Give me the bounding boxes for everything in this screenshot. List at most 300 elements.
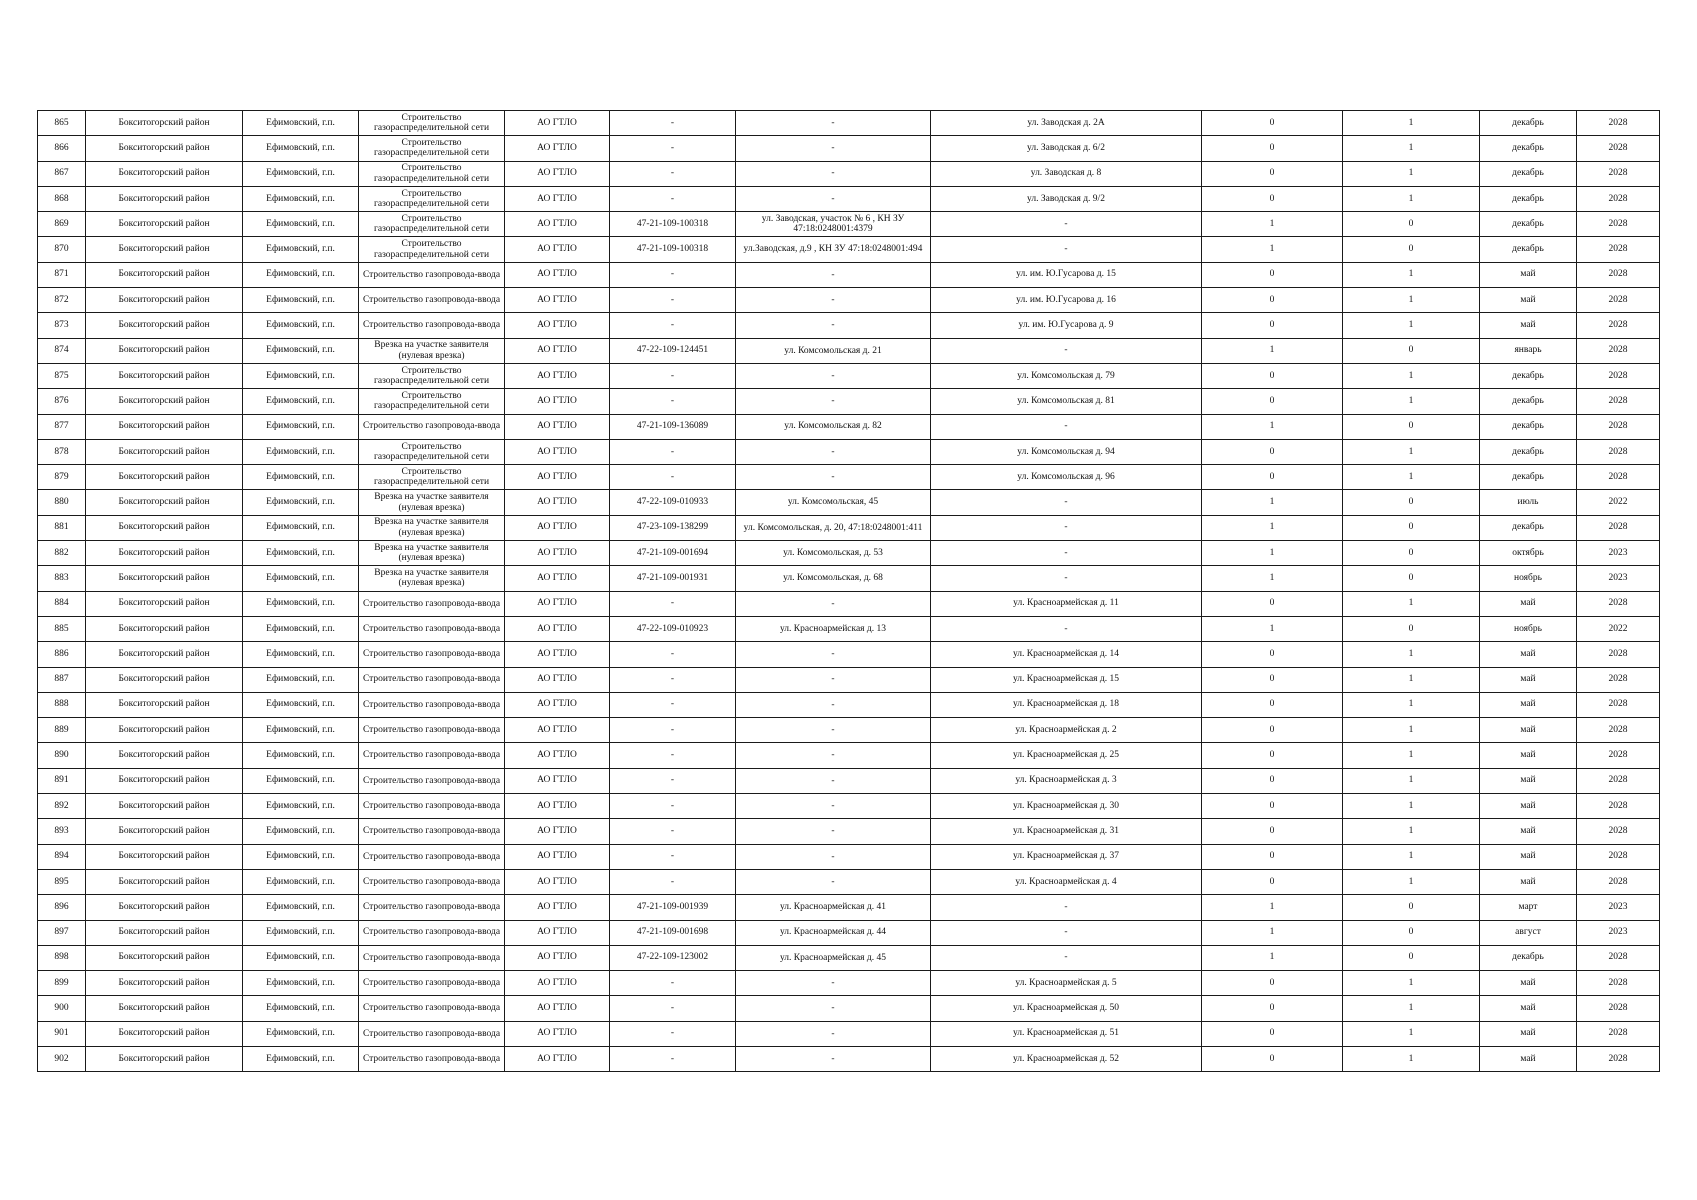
object-address-cell: ул. им. Ю.Гусарова д. 16 [931,288,1202,313]
district-cell: Бокситогорский район [86,338,243,363]
application-number-cell: 47-22-109-124451 [610,338,736,363]
count-b-cell: 0 [1343,541,1480,566]
organization-cell: АО ГТЛО [505,212,610,237]
row-number-cell: 875 [38,363,86,388]
table-row [38,313,1660,338]
row-number-cell: 874 [38,338,86,363]
object-address-cell: ул. Комсомольская д. 81 [931,389,1202,414]
row-number-cell: 877 [38,414,86,439]
count-a-cell: 1 [1202,338,1343,363]
work-type-cell: Строительство газораспределительной сети [359,212,505,237]
count-b-cell: 1 [1343,389,1480,414]
object-address-cell: - [931,515,1202,540]
work-type-cell: Строительство газораспределительной сети [359,111,505,136]
settlement-cell: Ефимовский, г.п. [243,186,359,211]
count-a-cell: 1 [1202,616,1343,641]
year-cell: 2028 [1577,389,1660,414]
application-number-cell: - [610,667,736,692]
row-number-cell: 872 [38,288,86,313]
settlement-cell: Ефимовский, г.п. [243,844,359,869]
object-address-cell: - [931,920,1202,945]
work-type-cell: Строительство газопровода-ввода [359,1046,505,1071]
year-cell: 2028 [1577,186,1660,211]
year-cell: 2023 [1577,895,1660,920]
work-type-cell: Строительство газопровода-ввода [359,869,505,894]
month-cell: май [1480,1021,1577,1046]
month-cell: январь [1480,338,1577,363]
table-row [38,996,1660,1021]
count-b-cell: 1 [1343,1046,1480,1071]
object-address-cell: ул. Заводская д. 2А [931,111,1202,136]
count-a-cell: 0 [1202,136,1343,161]
table-row [38,439,1660,464]
settlement-cell: Ефимовский, г.п. [243,692,359,717]
applicant-address-cell: - [736,439,931,464]
settlement-cell: Ефимовский, г.п. [243,945,359,970]
row-number-cell: 879 [38,465,86,490]
application-number-cell: - [610,844,736,869]
year-cell: 2028 [1577,844,1660,869]
district-cell: Бокситогорский район [86,945,243,970]
work-type-cell: Врезка на участке заявителя (нулевая врезка) [359,541,505,566]
organization-cell: АО ГТЛО [505,465,610,490]
district-cell: Бокситогорский район [86,186,243,211]
object-address-cell: ул. Красноармейская д. 37 [931,844,1202,869]
work-type-cell: Строительство газопровода-ввода [359,692,505,717]
settlement-cell: Ефимовский, г.п. [243,971,359,996]
application-number-cell: - [610,465,736,490]
count-b-cell: 1 [1343,465,1480,490]
row-number-cell: 873 [38,313,86,338]
row-number-cell: 893 [38,819,86,844]
row-number-cell: 894 [38,844,86,869]
district-cell: Бокситогорский район [86,288,243,313]
work-type-cell: Строительство газопровода-ввода [359,768,505,793]
applicant-address-cell: ул. Красноармейская д. 45 [736,945,931,970]
table-row [38,768,1660,793]
work-type-cell: Строительство газопровода-ввода [359,414,505,439]
year-cell: 2022 [1577,616,1660,641]
applicant-address-cell: - [736,869,931,894]
district-cell: Бокситогорский район [86,642,243,667]
table-row [38,541,1660,566]
count-a-cell: 0 [1202,288,1343,313]
applicant-address-cell: ул. Красноармейская д. 13 [736,616,931,641]
work-type-cell: Строительство газопровода-ввода [359,667,505,692]
district-cell: Бокситогорский район [86,541,243,566]
district-cell: Бокситогорский район [86,743,243,768]
applicant-address-cell: ул. Комсомольская д. 21 [736,338,931,363]
month-cell: май [1480,819,1577,844]
applicant-address-cell: - [736,1046,931,1071]
count-b-cell: 1 [1343,869,1480,894]
gas-connection-table [37,110,1660,1072]
work-type-cell: Строительство газопровода-ввода [359,794,505,819]
table-row [38,819,1660,844]
year-cell: 2028 [1577,794,1660,819]
district-cell: Бокситогорский район [86,414,243,439]
applicant-address-cell: - [736,718,931,743]
applicant-address-cell: ул. Комсомольская, д. 20, 47:18:0248001:411 [736,515,931,540]
object-address-cell: ул. Красноармейская д. 15 [931,667,1202,692]
applicant-address-cell: - [736,186,931,211]
work-type-cell: Врезка на участке заявителя (нулевая врезка) [359,566,505,591]
count-a-cell: 0 [1202,819,1343,844]
district-cell: Бокситогорский район [86,844,243,869]
count-b-cell: 1 [1343,971,1480,996]
application-number-cell: - [610,971,736,996]
count-a-cell: 1 [1202,541,1343,566]
applicant-address-cell: - [736,768,931,793]
work-type-cell: Строительство газопровода-ввода [359,591,505,616]
count-b-cell: 1 [1343,439,1480,464]
row-number-cell: 868 [38,186,86,211]
count-a-cell: 0 [1202,161,1343,186]
organization-cell: АО ГТЛО [505,490,610,515]
organization-cell: АО ГТЛО [505,692,610,717]
year-cell: 2028 [1577,338,1660,363]
settlement-cell: Ефимовский, г.п. [243,616,359,641]
settlement-cell: Ефимовский, г.п. [243,313,359,338]
organization-cell: АО ГТЛО [505,616,610,641]
table-row [38,161,1660,186]
count-a-cell: 0 [1202,111,1343,136]
application-number-cell: 47-22-109-123002 [610,945,736,970]
row-number-cell: 895 [38,869,86,894]
object-address-cell: ул. Красноармейская д. 2 [931,718,1202,743]
organization-cell: АО ГТЛО [505,338,610,363]
work-type-cell: Врезка на участке заявителя (нулевая врезка) [359,515,505,540]
object-address-cell: ул. Красноармейская д. 18 [931,692,1202,717]
applicant-address-cell: ул. Красноармейская д. 44 [736,920,931,945]
organization-cell: АО ГТЛО [505,1021,610,1046]
district-cell: Бокситогорский район [86,363,243,388]
work-type-cell: Строительство газопровода-ввода [359,743,505,768]
table-row [38,844,1660,869]
application-number-cell: 47-21-109-136089 [610,414,736,439]
district-cell: Бокситогорский район [86,465,243,490]
table-row [38,895,1660,920]
applicant-address-cell: - [736,794,931,819]
application-number-cell: - [610,819,736,844]
object-address-cell: ул. Заводская д. 9/2 [931,186,1202,211]
row-number-cell: 898 [38,945,86,970]
month-cell: декабрь [1480,111,1577,136]
application-number-cell: - [610,161,736,186]
applicant-address-cell: - [736,667,931,692]
count-b-cell: 0 [1343,515,1480,540]
work-type-cell: Строительство газопровода-ввода [359,996,505,1021]
table-row [38,591,1660,616]
organization-cell: АО ГТЛО [505,794,610,819]
month-cell: май [1480,743,1577,768]
year-cell: 2028 [1577,262,1660,287]
count-b-cell: 0 [1343,920,1480,945]
settlement-cell: Ефимовский, г.п. [243,111,359,136]
work-type-cell: Строительство газопровода-ввода [359,971,505,996]
applicant-address-cell: - [736,288,931,313]
object-address-cell: - [931,414,1202,439]
application-number-cell: - [610,262,736,287]
organization-cell: АО ГТЛО [505,439,610,464]
object-address-cell: ул. Красноармейская д. 52 [931,1046,1202,1071]
applicant-address-cell: ул. Комсомольская, д. 68 [736,566,931,591]
count-a-cell: 0 [1202,363,1343,388]
table-row [38,288,1660,313]
year-cell: 2028 [1577,515,1660,540]
count-b-cell: 1 [1343,819,1480,844]
year-cell: 2028 [1577,768,1660,793]
work-type-cell: Врезка на участке заявителя (нулевая врезка) [359,338,505,363]
organization-cell: АО ГТЛО [505,313,610,338]
table-row [38,237,1660,262]
count-b-cell: 1 [1343,313,1480,338]
work-type-cell: Строительство газопровода-ввода [359,616,505,641]
work-type-cell: Строительство газораспределительной сети [359,161,505,186]
month-cell: май [1480,667,1577,692]
district-cell: Бокситогорский район [86,794,243,819]
year-cell: 2023 [1577,541,1660,566]
object-address-cell: ул. Красноармейская д. 50 [931,996,1202,1021]
application-number-cell: - [610,439,736,464]
district-cell: Бокситогорский район [86,566,243,591]
district-cell: Бокситогорский район [86,212,243,237]
organization-cell: АО ГТЛО [505,515,610,540]
settlement-cell: Ефимовский, г.п. [243,794,359,819]
district-cell: Бокситогорский район [86,161,243,186]
settlement-cell: Ефимовский, г.п. [243,136,359,161]
count-a-cell: 0 [1202,667,1343,692]
table-row [38,743,1660,768]
application-number-cell: 47-21-109-100318 [610,237,736,262]
work-type-cell: Строительство газопровода-ввода [359,718,505,743]
application-number-cell: - [610,768,736,793]
month-cell: декабрь [1480,414,1577,439]
count-a-cell: 0 [1202,591,1343,616]
organization-cell: АО ГТЛО [505,541,610,566]
table-row [38,111,1660,136]
settlement-cell: Ефимовский, г.п. [243,869,359,894]
count-b-cell: 0 [1343,414,1480,439]
row-number-cell: 891 [38,768,86,793]
row-number-cell: 901 [38,1021,86,1046]
count-a-cell: 0 [1202,743,1343,768]
settlement-cell: Ефимовский, г.п. [243,1046,359,1071]
applicant-address-cell: - [736,313,931,338]
count-b-cell: 0 [1343,945,1480,970]
count-a-cell: 0 [1202,844,1343,869]
count-a-cell: 0 [1202,1046,1343,1071]
district-cell: Бокситогорский район [86,389,243,414]
count-b-cell: 1 [1343,288,1480,313]
settlement-cell: Ефимовский, г.п. [243,363,359,388]
year-cell: 2028 [1577,945,1660,970]
row-number-cell: 871 [38,262,86,287]
row-number-cell: 884 [38,591,86,616]
applicant-address-cell: ул. Комсомольская д. 82 [736,414,931,439]
month-cell: август [1480,920,1577,945]
year-cell: 2028 [1577,313,1660,338]
month-cell: ноябрь [1480,616,1577,641]
count-b-cell: 1 [1343,591,1480,616]
settlement-cell: Ефимовский, г.п. [243,439,359,464]
count-b-cell: 1 [1343,136,1480,161]
year-cell: 2022 [1577,490,1660,515]
application-number-cell: 47-22-109-010933 [610,490,736,515]
row-number-cell: 887 [38,667,86,692]
count-b-cell: 0 [1343,338,1480,363]
month-cell: май [1480,768,1577,793]
table-row [38,869,1660,894]
object-address-cell: ул. Красноармейская д. 4 [931,869,1202,894]
count-a-cell: 1 [1202,490,1343,515]
applicant-address-cell: - [736,136,931,161]
application-number-cell: 47-21-109-001939 [610,895,736,920]
count-b-cell: 1 [1343,844,1480,869]
district-cell: Бокситогорский район [86,819,243,844]
district-cell: Бокситогорский район [86,667,243,692]
object-address-cell: ул. Красноармейская д. 11 [931,591,1202,616]
work-type-cell: Строительство газораспределительной сети [359,439,505,464]
settlement-cell: Ефимовский, г.п. [243,642,359,667]
count-a-cell: 0 [1202,262,1343,287]
work-type-cell: Врезка на участке заявителя (нулевая врезка) [359,490,505,515]
work-type-cell: Строительство газопровода-ввода [359,819,505,844]
district-cell: Бокситогорский район [86,515,243,540]
count-a-cell: 1 [1202,515,1343,540]
object-address-cell: - [931,237,1202,262]
table-row [38,566,1660,591]
count-b-cell: 0 [1343,237,1480,262]
organization-cell: АО ГТЛО [505,869,610,894]
table-row [38,212,1660,237]
application-number-cell: - [610,363,736,388]
count-a-cell: 1 [1202,945,1343,970]
count-a-cell: 0 [1202,692,1343,717]
work-type-cell: Строительство газопровода-ввода [359,844,505,869]
organization-cell: АО ГТЛО [505,111,610,136]
application-number-cell: 47-22-109-010923 [610,616,736,641]
month-cell: декабрь [1480,945,1577,970]
table-row [38,667,1660,692]
table-row [38,945,1660,970]
object-address-cell: - [931,212,1202,237]
district-cell: Бокситогорский район [86,111,243,136]
applicant-address-cell: - [736,844,931,869]
count-b-cell: 1 [1343,718,1480,743]
organization-cell: АО ГТЛО [505,718,610,743]
application-number-cell: - [610,642,736,667]
month-cell: май [1480,794,1577,819]
count-a-cell: 0 [1202,389,1343,414]
year-cell: 2028 [1577,591,1660,616]
table-row [38,1021,1660,1046]
district-cell: Бокситогорский район [86,1021,243,1046]
settlement-cell: Ефимовский, г.п. [243,667,359,692]
application-number-cell: 47-23-109-138299 [610,515,736,540]
settlement-cell: Ефимовский, г.п. [243,338,359,363]
application-number-cell: - [610,313,736,338]
row-number-cell: 892 [38,794,86,819]
count-b-cell: 0 [1343,490,1480,515]
count-a-cell: 1 [1202,212,1343,237]
row-number-cell: 882 [38,541,86,566]
table-row [38,515,1660,540]
row-number-cell: 865 [38,111,86,136]
applicant-address-cell: - [736,819,931,844]
year-cell: 2028 [1577,363,1660,388]
application-number-cell: 47-21-109-001698 [610,920,736,945]
application-number-cell: - [610,1021,736,1046]
count-a-cell: 0 [1202,718,1343,743]
applicant-address-cell: ул. Заводская, участок № 6 , КН ЗУ 47:18:0248001:4379 [736,212,931,237]
object-address-cell: ул. Красноармейская д. 30 [931,794,1202,819]
organization-cell: АО ГТЛО [505,237,610,262]
work-type-cell: Строительство газораспределительной сети [359,465,505,490]
application-number-cell: - [610,591,736,616]
year-cell: 2028 [1577,237,1660,262]
object-address-cell: ул. им. Ю.Гусарова д. 9 [931,313,1202,338]
object-address-cell: ул. Заводская д. 6/2 [931,136,1202,161]
year-cell: 2028 [1577,819,1660,844]
applicant-address-cell: - [736,161,931,186]
organization-cell: АО ГТЛО [505,971,610,996]
month-cell: май [1480,642,1577,667]
organization-cell: АО ГТЛО [505,186,610,211]
organization-cell: АО ГТЛО [505,920,610,945]
application-number-cell: - [610,996,736,1021]
table-row [38,389,1660,414]
organization-cell: АО ГТЛО [505,161,610,186]
month-cell: май [1480,718,1577,743]
settlement-cell: Ефимовский, г.п. [243,566,359,591]
work-type-cell: Строительство газопровода-ввода [359,920,505,945]
settlement-cell: Ефимовский, г.п. [243,1021,359,1046]
month-cell: май [1480,288,1577,313]
month-cell: май [1480,262,1577,287]
table-row [38,186,1660,211]
object-address-cell: - [931,945,1202,970]
applicant-address-cell: - [736,262,931,287]
work-type-cell: Строительство газораспределительной сети [359,389,505,414]
count-a-cell: 0 [1202,313,1343,338]
year-cell: 2023 [1577,566,1660,591]
organization-cell: АО ГТЛО [505,996,610,1021]
application-number-cell: - [610,692,736,717]
application-number-cell: - [610,869,736,894]
application-number-cell: - [610,743,736,768]
month-cell: декабрь [1480,161,1577,186]
row-number-cell: 876 [38,389,86,414]
row-number-cell: 896 [38,895,86,920]
count-b-cell: 1 [1343,161,1480,186]
district-cell: Бокситогорский район [86,692,243,717]
district-cell: Бокситогорский район [86,869,243,894]
work-type-cell: Строительство газораспределительной сети [359,237,505,262]
count-b-cell: 1 [1343,642,1480,667]
count-b-cell: 1 [1343,1021,1480,1046]
count-a-cell: 1 [1202,237,1343,262]
organization-cell: АО ГТЛО [505,363,610,388]
month-cell: декабрь [1480,136,1577,161]
month-cell: май [1480,844,1577,869]
row-number-cell: 890 [38,743,86,768]
count-a-cell: 0 [1202,794,1343,819]
table-row [38,414,1660,439]
month-cell: май [1480,1046,1577,1071]
table-row [38,718,1660,743]
row-number-cell: 880 [38,490,86,515]
